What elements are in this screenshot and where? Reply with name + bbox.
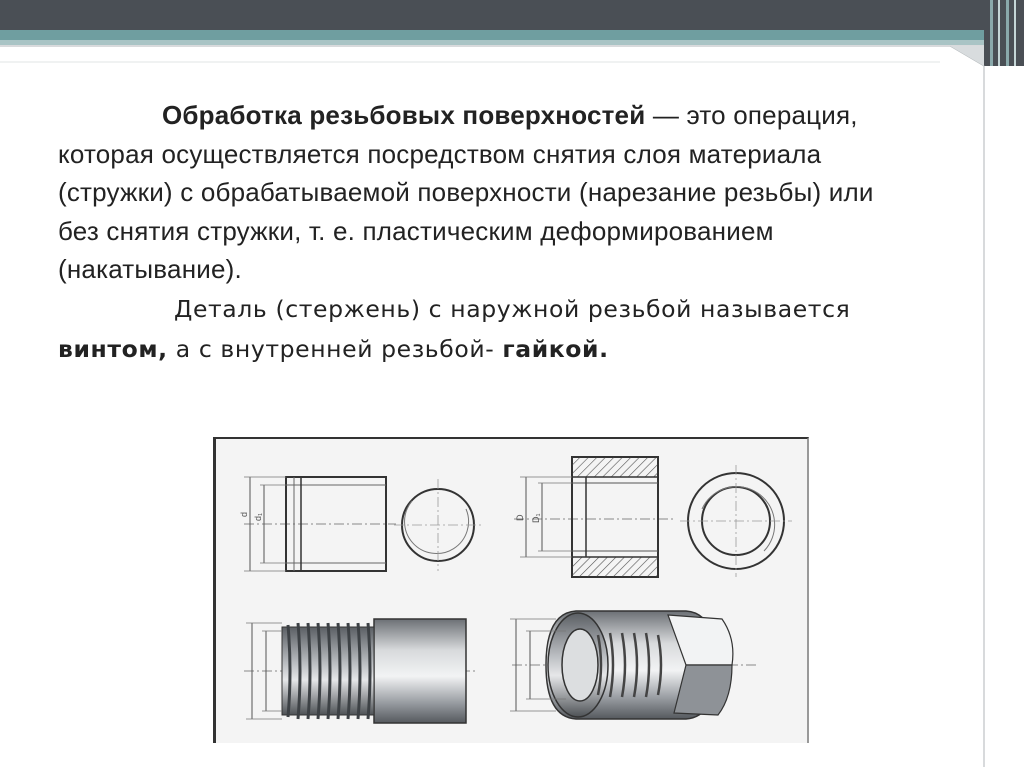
nut-end-drawing [680, 465, 792, 577]
screw-nut-text-1: Деталь (стержень) с наружной резьбой называется [174, 294, 851, 323]
dim-label-d1: d₁ [253, 512, 263, 521]
definition-paragraph [58, 96, 918, 289]
thread-drawings [216, 439, 807, 743]
screw-side-drawing [239, 477, 396, 571]
definition-text: — это операция, которая осуществляется посредством снятия слоя материала (стружки) с обрабатываемой поверхности (нарезание резьбы) или без снятия стружки, т. е. пластическим деформированием (накатывание). [58, 100, 874, 284]
dim-label-D1: D₁ [531, 513, 541, 523]
screw-3d-drawing [244, 619, 476, 723]
nut-term: гайкой. [502, 334, 609, 363]
slide-text [58, 96, 918, 369]
nut-section-drawing [514, 457, 676, 577]
header-bar-dark [0, 0, 1024, 30]
thread-figure [213, 437, 809, 743]
dim-label-d: d [239, 511, 249, 517]
screw-nut-paragraph [58, 289, 918, 369]
corner-stripes [984, 0, 1024, 66]
header-bar-teal [0, 30, 1024, 40]
definition-term: Обработка резьбовых поверхностей [162, 100, 646, 130]
screw-term: винтом, [58, 334, 168, 363]
header-bar-light [0, 40, 1024, 45]
nut-3d-drawing [510, 611, 756, 719]
screw-end-drawing [394, 479, 482, 571]
screw-nut-text-2: а с внутренней резьбой- [167, 334, 503, 363]
dim-label-D: D [515, 514, 525, 521]
